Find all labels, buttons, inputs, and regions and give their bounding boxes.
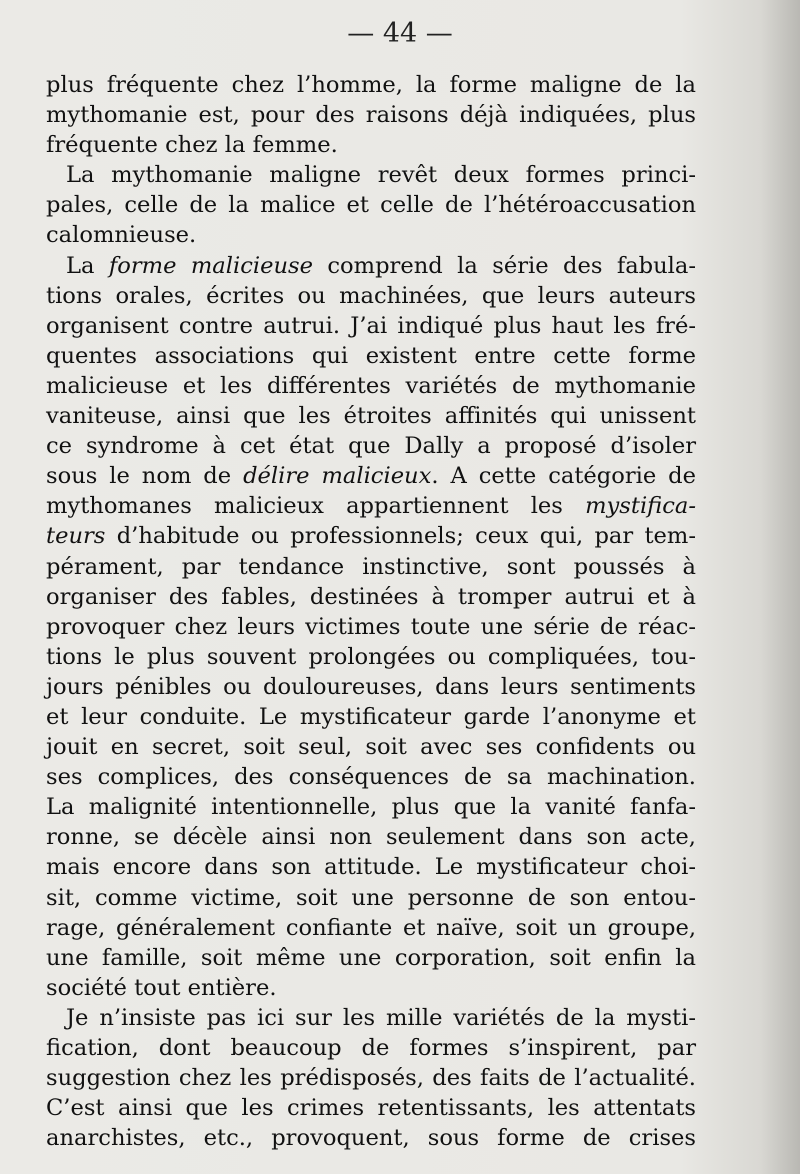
text-line: provoquer chez leurs victimes toute une série de réac- bbox=[46, 613, 696, 640]
text-line: quentes associations qui existent entre cette forme bbox=[46, 342, 696, 369]
text-line: ce syndrome à cet état que Dally a proposé d’isoler bbox=[46, 433, 696, 460]
text-line: jours pénibles ou douloureuses, dans leurs sentiments bbox=[46, 673, 696, 700]
text-line: La mythomanie maligne revêt deux formes princi- bbox=[66, 162, 696, 189]
text-line bbox=[46, 491, 696, 521]
text-line: ses complices, des conséquences de sa machination. bbox=[46, 764, 696, 791]
text-line: calomnieuse. bbox=[46, 222, 197, 249]
text-segment: . A cette catégorie de bbox=[431, 463, 696, 490]
text-segment: comprend la série des fabula- bbox=[312, 252, 697, 279]
text-line: malicieuse et les différentes variétés de mythomanie bbox=[46, 372, 696, 399]
text-line: suggestion chez les prédisposés, des faits de l’actualité. bbox=[46, 1065, 696, 1092]
text-line: rage, généralement confiante et naïve, soit un groupe, bbox=[46, 914, 696, 941]
text-line: tions orales, écrites ou machinées, que leurs auteurs bbox=[46, 282, 696, 309]
text-line: et leur conduite. Le mystificateur garde l’anonyme et bbox=[46, 703, 696, 730]
italic-term: teurs bbox=[46, 523, 106, 550]
text-line: fication, dont beaucoup de formes s’inspirent, par bbox=[46, 1035, 696, 1061]
body-text bbox=[46, 70, 696, 1153]
text-line bbox=[46, 251, 696, 281]
text-segment: La bbox=[66, 252, 109, 279]
text-line: organisent contre autrui. J’ai indiqué plus haut les fré- bbox=[46, 312, 696, 339]
text-line: anarchistes, etc., provoquent, sous forme de crises bbox=[46, 1125, 696, 1152]
text-line: mythomanie est, pour des raisons déjà indiquées, plus bbox=[46, 102, 696, 129]
text-line: fréquente chez la femme. bbox=[46, 132, 338, 159]
text-line: une famille, soit même une corporation, soit enfin la bbox=[46, 944, 696, 971]
page-number: — 44 — bbox=[347, 18, 453, 49]
italic-term: délire malicieux bbox=[243, 463, 432, 490]
text-line: sit, comme victime, soit une personne de son entou- bbox=[46, 884, 696, 911]
text-line: Je n’insiste pas ici sur les mille variétés de la mysti- bbox=[66, 1004, 696, 1031]
text-line: organiser des fables, destinées à tromper autrui et à bbox=[46, 583, 696, 610]
text-segment: mythomanes malicieux appartiennent les bbox=[46, 493, 586, 520]
italic-term: forme malicieuse bbox=[108, 252, 313, 279]
text-line: La malignité intentionnelle, plus que la vanité fanfa- bbox=[46, 794, 696, 821]
text-line: ronne, se décèle ainsi non seulement dans son acte, bbox=[46, 824, 696, 851]
text-line: société tout entière. bbox=[46, 974, 277, 1001]
text-line: jouit en secret, soit seul, soit avec ses confidents ou bbox=[46, 734, 696, 761]
text-line: tions le plus souvent prolongées ou compliquées, tou- bbox=[46, 643, 696, 670]
text-line bbox=[46, 461, 696, 491]
text-line: C’est ainsi que les crimes retentissants, les attentats bbox=[46, 1095, 696, 1122]
text-line bbox=[46, 521, 696, 551]
text-line: pales, celle de la malice et celle de l’hétéroaccusation bbox=[46, 192, 696, 219]
text-segment: sous le nom de bbox=[46, 463, 244, 490]
italic-term: mystifica- bbox=[585, 493, 696, 520]
text-line: plus fréquente chez l’homme, la forme maligne de la bbox=[46, 72, 696, 98]
text-line: pérament, par tendance instinctive, sont poussés à bbox=[46, 553, 696, 580]
text-segment: d’habitude ou professionnels; ceux qui, par tem- bbox=[105, 523, 696, 550]
text-line: mais encore dans son attitude. Le mystificateur choi- bbox=[46, 854, 696, 881]
text-line: vaniteuse, ainsi que les étroites affinités qui unissent bbox=[46, 403, 696, 430]
